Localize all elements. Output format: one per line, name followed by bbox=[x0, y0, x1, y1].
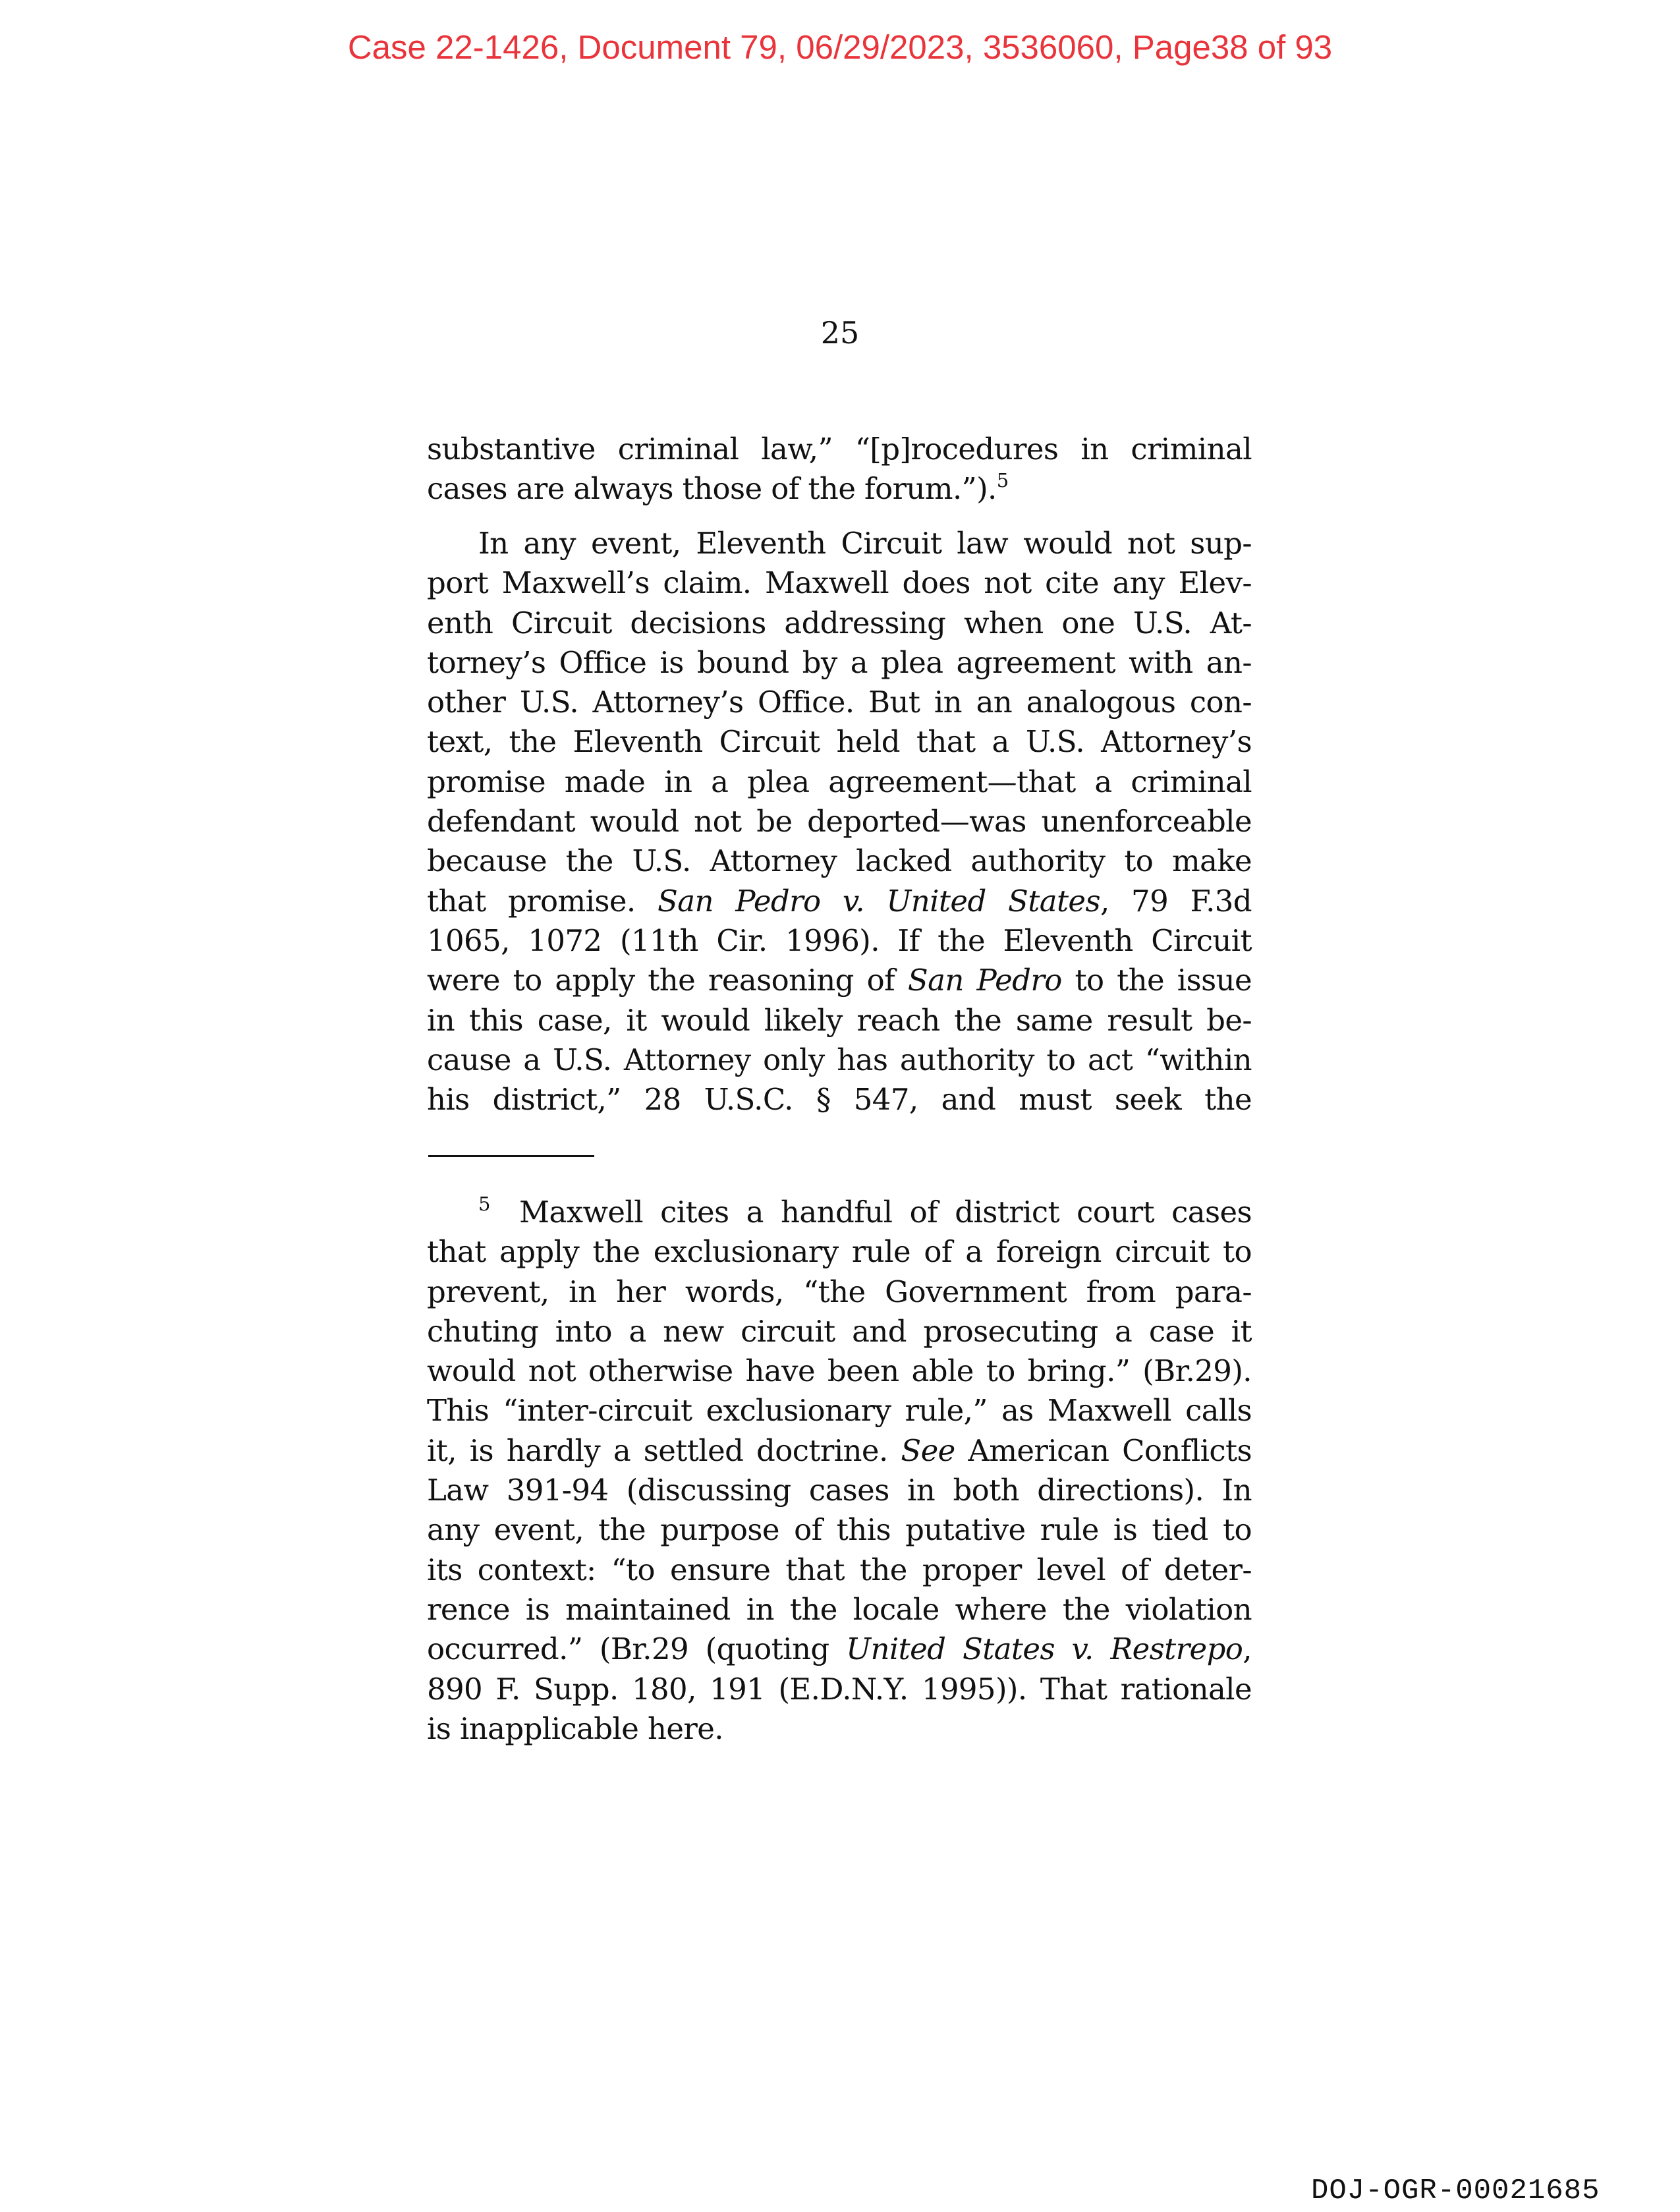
footnote-reference: 5 bbox=[996, 469, 1009, 492]
paragraph-eleventh-circuit bbox=[427, 524, 1252, 1120]
text-line: because the U.S. Attorney lacked authority to make bbox=[427, 843, 1252, 879]
text-line: is inapplicable here. bbox=[427, 1711, 724, 1746]
paragraph-continuation bbox=[427, 430, 1252, 509]
text-line: 5 Maxwell cites a handful of district court cases bbox=[478, 1193, 1252, 1230]
text-line: in this case, it would likely reach the same result be- bbox=[427, 1002, 1252, 1038]
bates-number: DOJ-OGR-00021685 bbox=[1311, 2174, 1600, 2207]
text-line: chuting into a new circuit and prosecuting a case it bbox=[427, 1313, 1252, 1349]
case-citation-italic: San Pedro bbox=[907, 963, 1062, 998]
text-line: enth Circuit decisions addressing when one U.S. At- bbox=[427, 605, 1252, 640]
text-fragment: it, is hardly a settled doctrine. bbox=[427, 1432, 901, 1468]
text-line: any event, the purpose of this putative rule is tied to bbox=[427, 1512, 1252, 1548]
text-fragment: cases are always those of the forum.”). bbox=[427, 471, 997, 507]
text-line: would not otherwise have been able to bring.” (Br.29). bbox=[427, 1353, 1252, 1389]
text-line: This “inter-circuit exclusionary rule,” as Maxwell calls bbox=[427, 1393, 1252, 1429]
text-line: promise made in a plea agreement—that a criminal bbox=[427, 764, 1252, 799]
page-number: 25 bbox=[820, 315, 860, 351]
text-line bbox=[427, 1431, 1252, 1471]
text-fragment: American Conflicts bbox=[955, 1432, 1252, 1468]
footnote-separator-rule bbox=[428, 1155, 594, 1157]
text-line: that apply the exclusionary rule of a foreign circuit to bbox=[427, 1234, 1252, 1270]
text-line bbox=[427, 882, 1252, 921]
text-fragment: , 79 F.3d bbox=[1100, 883, 1252, 919]
text-fragment: to the issue bbox=[1061, 963, 1252, 998]
case-citation-italic: San Pedro v. United States bbox=[658, 883, 1100, 919]
text-line: its context: “to ensure that the proper level of deter- bbox=[427, 1552, 1252, 1587]
text-line: 890 F. Supp. 180, 191 (E.D.N.Y. 1995)). That rationale bbox=[427, 1671, 1252, 1707]
case-filing-stamp: Case 22-1426, Document 79, 06/29/2023, 3536060, Page38 of 93 bbox=[347, 28, 1333, 66]
text-line: substantive criminal law,” “[p]rocedures in criminal bbox=[427, 432, 1252, 467]
text-line: text, the Eleventh Circuit held that a U.S. Attorney’s bbox=[427, 724, 1252, 760]
text-line: torney’s Office is bound by a plea agreement with an- bbox=[427, 644, 1252, 680]
text-line: Law 391-94 (discussing cases in both directions). In bbox=[427, 1473, 1252, 1508]
text-line bbox=[427, 1630, 1252, 1669]
text-fragment: were to apply the reasoning of bbox=[427, 963, 908, 998]
text-line bbox=[427, 961, 1252, 1000]
signal-italic: See bbox=[901, 1432, 955, 1468]
case-citation-italic: United States v. Restrepo bbox=[846, 1631, 1243, 1667]
text-line: defendant would not be deported—was unenforceable bbox=[427, 804, 1252, 839]
text-line: 1065, 1072 (11th Cir. 1996). If the Eleventh Circuit bbox=[427, 922, 1252, 958]
text-line: cause a U.S. Attorney only has authority to act “within bbox=[427, 1042, 1252, 1077]
text-line: In any event, Eleventh Circuit law would not sup- bbox=[478, 526, 1252, 561]
text-line: other U.S. Attorney’s Office. But in an analogous con- bbox=[427, 685, 1252, 720]
text-fragment: , bbox=[1243, 1631, 1252, 1667]
text-fragment: occurred.” (Br.29 (quoting bbox=[427, 1631, 847, 1667]
text-line: rence is maintained in the locale where the violation bbox=[427, 1591, 1252, 1627]
text-line: prevent, in her words, “the Government from para- bbox=[427, 1274, 1252, 1309]
text-fragment: that promise. bbox=[427, 883, 658, 919]
text-fragment: Maxwell cites a handful of district court cases bbox=[519, 1195, 1252, 1230]
footnote-5 bbox=[427, 1193, 1252, 1749]
text-line: his district,” 28 U.S.C. § 547, and must seek the bbox=[427, 1082, 1252, 1118]
text-line: port Maxwell’s claim. Maxwell does not cite any Elev- bbox=[427, 565, 1252, 601]
text-line bbox=[427, 469, 1252, 509]
